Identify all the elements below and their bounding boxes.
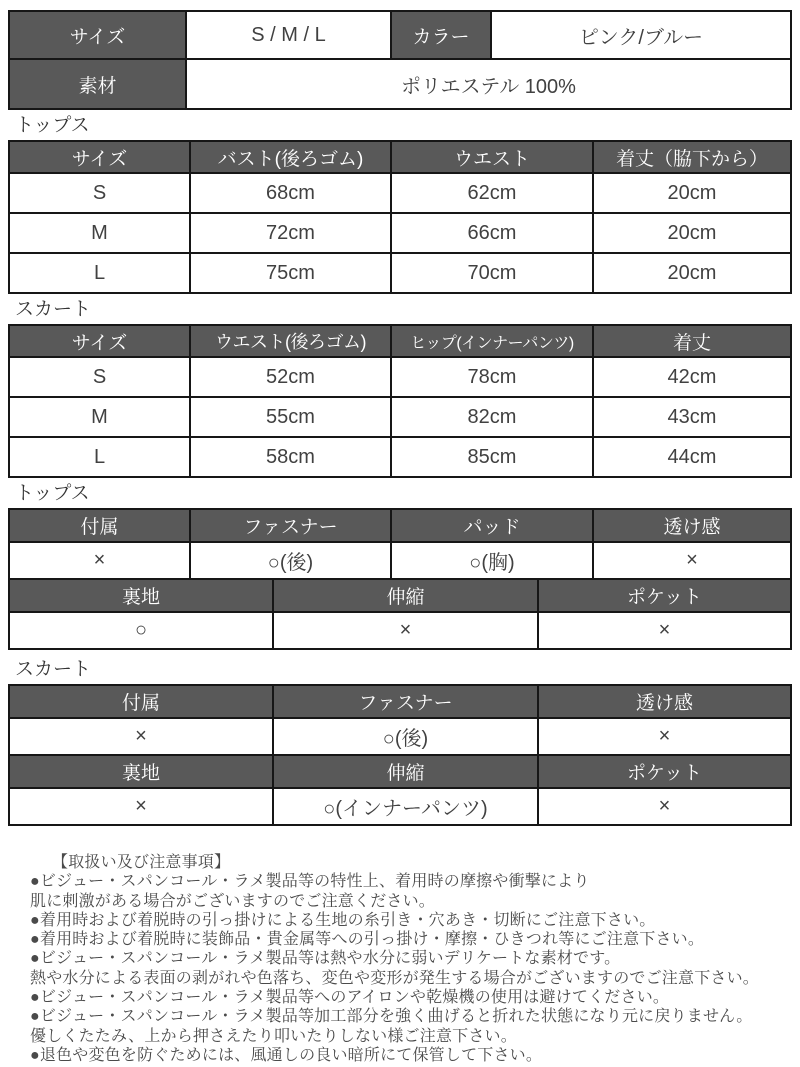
table-header-cell: ファスナー [190,509,391,542]
table-cell: 20cm [593,173,791,213]
table-header-cell: 付属 [9,685,273,718]
table-cell: 58cm [190,437,391,477]
care-note-line: ●着用時および着脱時に装飾品・貴金属等への引っ掛け・摩擦・ひきつれ等にご注意下さい。 [30,931,705,949]
color-value-cell: ピンク/ブルー [491,11,791,59]
table-cell: × [9,542,190,579]
table-header-cell: サイズ [9,325,190,357]
table-header-cell: ポケット [538,579,791,612]
table-cell: ○(インナーパンツ) [273,788,538,825]
skirt-detail-table [8,684,792,756]
table-cell: 78cm [391,357,593,397]
table-cell: 82cm [391,397,593,437]
skirt-detail-table-2 [8,754,792,826]
color-header-cell: カラー [391,11,491,59]
table-row [9,612,791,649]
table-header-cell: 透け感 [593,509,791,542]
care-note-line: 優しくたたみ、上から押さえたり叩いたりしない様ご注意下さい。 [30,1027,517,1045]
care-note-line: ●退色や変色を防ぐためには、風通しの良い暗所にて保管して下さい。 [30,1046,543,1064]
table-cell: 52cm [190,357,391,397]
table-header-cell: ヒップ(インナーパンツ) [391,325,593,357]
care-note-line: 熱や水分による表面の剥がれや色落ち、変色や変形が発生する場合がございますのでご注意下さい。 [30,969,760,987]
table-header-cell: ウエスト [391,141,593,173]
table-cell: M [9,213,190,253]
care-notes [8,853,792,1065]
table-cell: 72cm [190,213,391,253]
table-cell: L [9,437,190,477]
table-cell: 42cm [593,357,791,397]
table-row [9,397,791,437]
table-header-cell: 着丈（脇下から） [593,141,791,173]
material-value-cell: ポリエステル 100% [186,59,791,109]
table-header-cell: 伸縮 [273,755,538,788]
table-cell: 62cm [391,173,593,213]
table-header-cell: パッド [391,509,593,542]
table-cell: S [9,357,190,397]
table-cell: ○(後) [190,542,391,579]
table-header-cell: 着丈 [593,325,791,357]
table-cell: 70cm [391,253,593,293]
table-row [9,788,791,825]
table-header-cell: ポケット [538,755,791,788]
table-cell: × [9,718,273,755]
table-row [9,173,791,213]
table-cell: × [273,612,538,649]
table-row [9,357,791,397]
tops-detail-table [8,508,792,580]
care-note-line: ●ビジュー・スパンコール・ラメ製品等の特性上、着用時の摩擦や衝撃により [30,873,590,891]
table-header-cell: サイズ [9,141,190,173]
table-header-cell: 付属 [9,509,190,542]
table-cell: M [9,397,190,437]
table-row [9,437,791,477]
table-cell: 66cm [391,213,593,253]
table-header-cell: 裏地 [9,755,273,788]
tops-detail-section-label: トップス [15,483,90,504]
care-note-line: 肌に刺激がある場合がございますのでご注意ください。 [30,892,436,910]
spec-summary-table [8,10,792,110]
table-cell: ○(胸) [391,542,593,579]
size-value-cell: S / M / L [186,11,391,59]
table-cell: × [593,542,791,579]
care-note-line: ●ビジュー・スパンコール・ラメ製品等へのアイロンや乾燥機の使用は避けてください。 [30,989,670,1007]
table-cell: ○ [9,612,273,649]
table-cell: 75cm [190,253,391,293]
table-header-cell: 透け感 [538,685,791,718]
table-row [9,718,791,755]
table-cell: × [538,612,791,649]
care-notes-title: 【取扱い及び注意事項】 [52,854,231,871]
skirt-size-section-label: スカート [15,299,92,320]
care-note-line: ●ビジュー・スパンコール・ラメ製品等は熱や水分に弱いデリケートな素材です。 [30,950,621,968]
table-cell: × [538,718,791,755]
tops-detail-table-2 [8,578,792,650]
size-header-cell: サイズ [9,11,186,59]
tops-size-table [8,140,792,294]
material-header-cell: 素材 [9,59,186,109]
tops-size-section-label: トップス [15,115,90,136]
table-cell: S [9,173,190,213]
table-cell: L [9,253,190,293]
table-cell: 44cm [593,437,791,477]
care-note-line: ●ビジュー・スパンコール・ラメ製品等加工部分を強く曲げると折れた状態になり元に戻りません。 [30,1008,753,1026]
table-cell: × [538,788,791,825]
table-header-cell: ファスナー [273,685,538,718]
table-cell: 20cm [593,213,791,253]
skirt-size-table [8,324,792,478]
skirt-detail-section-label: スカート [15,659,92,680]
care-note-line: ●着用時および着脱時の引っ掛けによる生地の糸引き・穴あき・切断にご注意下さい。 [30,911,656,929]
table-row [9,213,791,253]
table-header-cell: 裏地 [9,579,273,612]
table-cell: 55cm [190,397,391,437]
table-cell: 68cm [190,173,391,213]
table-header-cell: 伸縮 [273,579,538,612]
table-header-cell: バスト(後ろゴム) [190,141,391,173]
table-cell: 20cm [593,253,791,293]
table-header-cell: ウエスト(後ろゴム) [190,325,391,357]
table-cell: × [9,788,273,825]
table-row [9,253,791,293]
table-cell: 85cm [391,437,593,477]
table-row [9,542,791,579]
table-cell: 43cm [593,397,791,437]
table-cell: ○(後) [273,718,538,755]
